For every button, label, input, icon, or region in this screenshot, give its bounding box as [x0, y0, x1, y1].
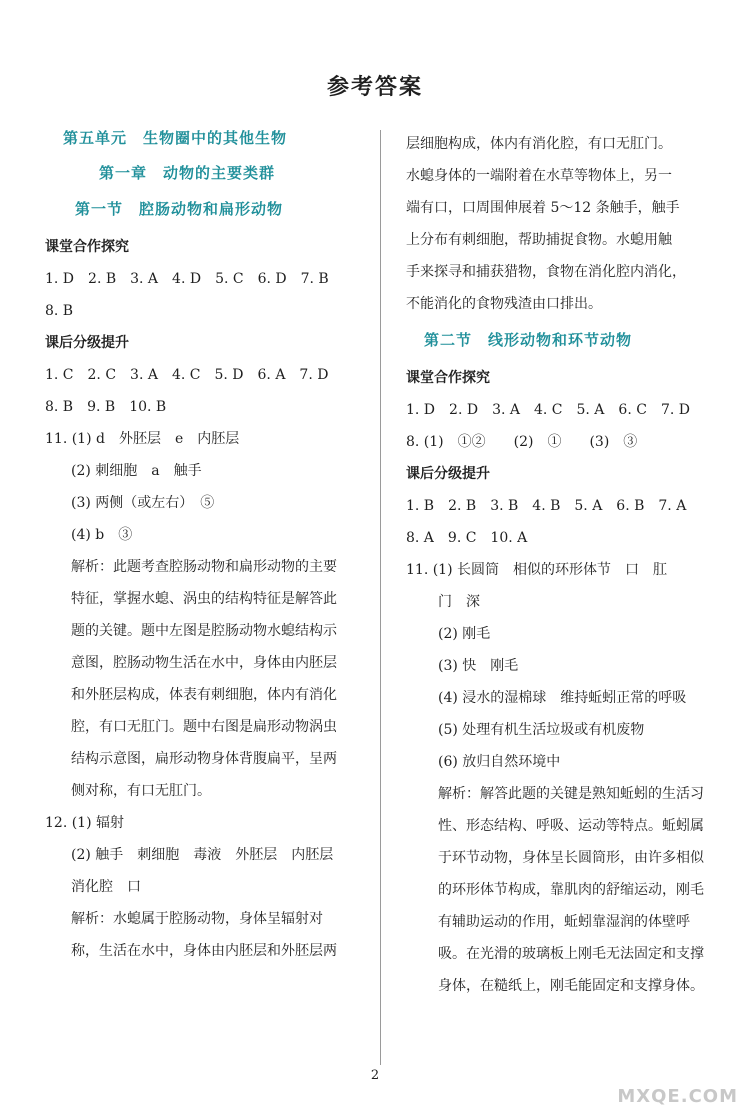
answer-line: 1. B 2. B 3. B 4. B 5. A 6. B 7. A	[406, 498, 687, 514]
q12-analysis	[45, 903, 357, 967]
analysis-line: 的环形体节构成，靠肌肉的舒缩运动，刚毛	[438, 882, 704, 898]
answer-line: 8. B	[45, 303, 74, 319]
analysis-line: 水螅身体的一端附着在水草等物体上，另一	[406, 168, 672, 184]
analysis-line: 不能消化的食物残渣由口排出。	[406, 296, 602, 312]
chapter-heading: 第一章 动物的主要类群	[99, 164, 276, 182]
analysis-line: 侧对称，有口无肛门。	[71, 783, 211, 799]
answer-line: 1. D 2. D 3. A 4. C 5. A 6. C 7. D	[406, 402, 690, 418]
analysis-line: 性、形态结构、呼吸、运动等特点。蚯蚓属	[438, 818, 704, 834]
analysis-line: 解析：水螅属于腔肠动物，身体呈辐射对	[71, 911, 323, 927]
analysis-line: 解析：解答此题的关键是熟知蚯蚓的生活习	[438, 786, 704, 802]
classwork-label: 课堂合作探究	[406, 370, 490, 386]
watermark-logo: MXQE.COM	[617, 1086, 738, 1107]
analysis-line: 于环节动物，身体呈长圆筒形，由许多相似	[438, 850, 704, 866]
classwork-label: 课堂合作探究	[45, 239, 129, 255]
analysis-line: 手来探寻和捕获猎物，食物在消化腔内消化，	[406, 264, 686, 280]
page-title: 参考答案	[326, 74, 423, 100]
section-heading-2: 第二节 线形动物和环节动物	[424, 331, 633, 349]
q11-line: 11. (1) d 外胚层 e 内胚层	[45, 431, 240, 447]
analysis-line: 解析：此题考查腔肠动物和扁形动物的主要	[71, 559, 337, 575]
analysis-line: 腔，有口无肛门。题中右图是扁形动物涡虫	[71, 719, 337, 735]
unit-heading: 第五单元 生物圈中的其他生物	[63, 129, 288, 147]
q11-line: (3) 快 刚毛	[438, 658, 519, 674]
analysis-line: 身体，在糙纸上，刚毛能固定和支撑身体。	[438, 978, 704, 994]
continued-analysis	[406, 128, 718, 320]
homework-label: 课后分级提升	[406, 466, 490, 482]
answer-line: 1. C 2. C 3. A 4. C 5. D 6. A 7. D	[45, 367, 329, 383]
q11-line: (6) 放归自然环境中	[438, 754, 561, 770]
q12-line: 消化腔 口	[71, 879, 141, 895]
analysis-line: 上分布有刺细胞，帮助捕捉食物。水螅用触	[406, 232, 672, 248]
q11-line: 11. (1) 长圆筒 相似的环形体节 口 肛	[406, 562, 667, 578]
analysis-line: 层细胞构成，体内有消化腔，有口无肛门。	[406, 136, 672, 152]
analysis-line: 吸。在光滑的玻璃板上刚毛无法固定和支撑	[438, 946, 704, 962]
q11-analysis	[45, 551, 357, 807]
answer-line: 8. B 9. B 10. B	[45, 399, 167, 415]
answer-line: 1. D 2. B 3. A 4. D 5. C 6. D 7. B	[45, 271, 329, 287]
analysis-line: 端有口，口周围伸展着 5～12 条触手，触手	[406, 200, 680, 216]
q11-line: (4) b ③	[71, 527, 133, 543]
analysis-line: 特征，掌握水螅、涡虫的结构特征是解答此	[71, 591, 337, 607]
q11-analysis	[406, 778, 718, 1002]
analysis-line: 结构示意图，扁形动物身体背腹扁平，呈两	[71, 751, 337, 767]
analysis-line: 题的关键。题中左图是腔肠动物水螅结构示	[71, 623, 337, 639]
left-column	[45, 128, 357, 967]
homework-label: 课后分级提升	[45, 335, 129, 351]
q11-line: (3) 两侧（或左右） ⑤	[71, 495, 215, 511]
q11-line: (5) 处理有机生活垃圾或有机废物	[438, 722, 645, 738]
analysis-line: 称，生活在水中，身体由内胚层和外胚层两	[71, 943, 337, 959]
answer-line: 8. A 9. C 10. A	[406, 530, 528, 546]
section-heading: 第一节 腔肠动物和扁形动物	[75, 200, 284, 218]
q12-line: 12. (1) 辐射	[45, 815, 124, 831]
q11-line: (2) 刚毛	[438, 626, 491, 642]
page-number: 2	[370, 1068, 380, 1083]
q11-line: 门 深	[438, 594, 480, 610]
analysis-line: 和外胚层构成，体表有刺细胞，体内有消化	[71, 687, 337, 703]
q12-line: (2) 触手 刺细胞 毒液 外胚层 内胚层	[71, 847, 334, 863]
column-divider	[380, 130, 381, 1065]
right-column	[406, 128, 718, 1002]
analysis-line: 意图，腔肠动物生活在水中，身体由内胚层	[71, 655, 337, 671]
analysis-line: 有辅助运动的作用，蚯蚓靠湿润的体壁呼	[438, 914, 690, 930]
q11-line: (2) 刺细胞 a 触手	[71, 463, 202, 479]
answer-line: 8. (1) ①② (2) ① (3) ③	[406, 434, 638, 450]
q11-line: (4) 浸水的湿棉球 维持蚯蚓正常的呼吸	[438, 690, 687, 706]
